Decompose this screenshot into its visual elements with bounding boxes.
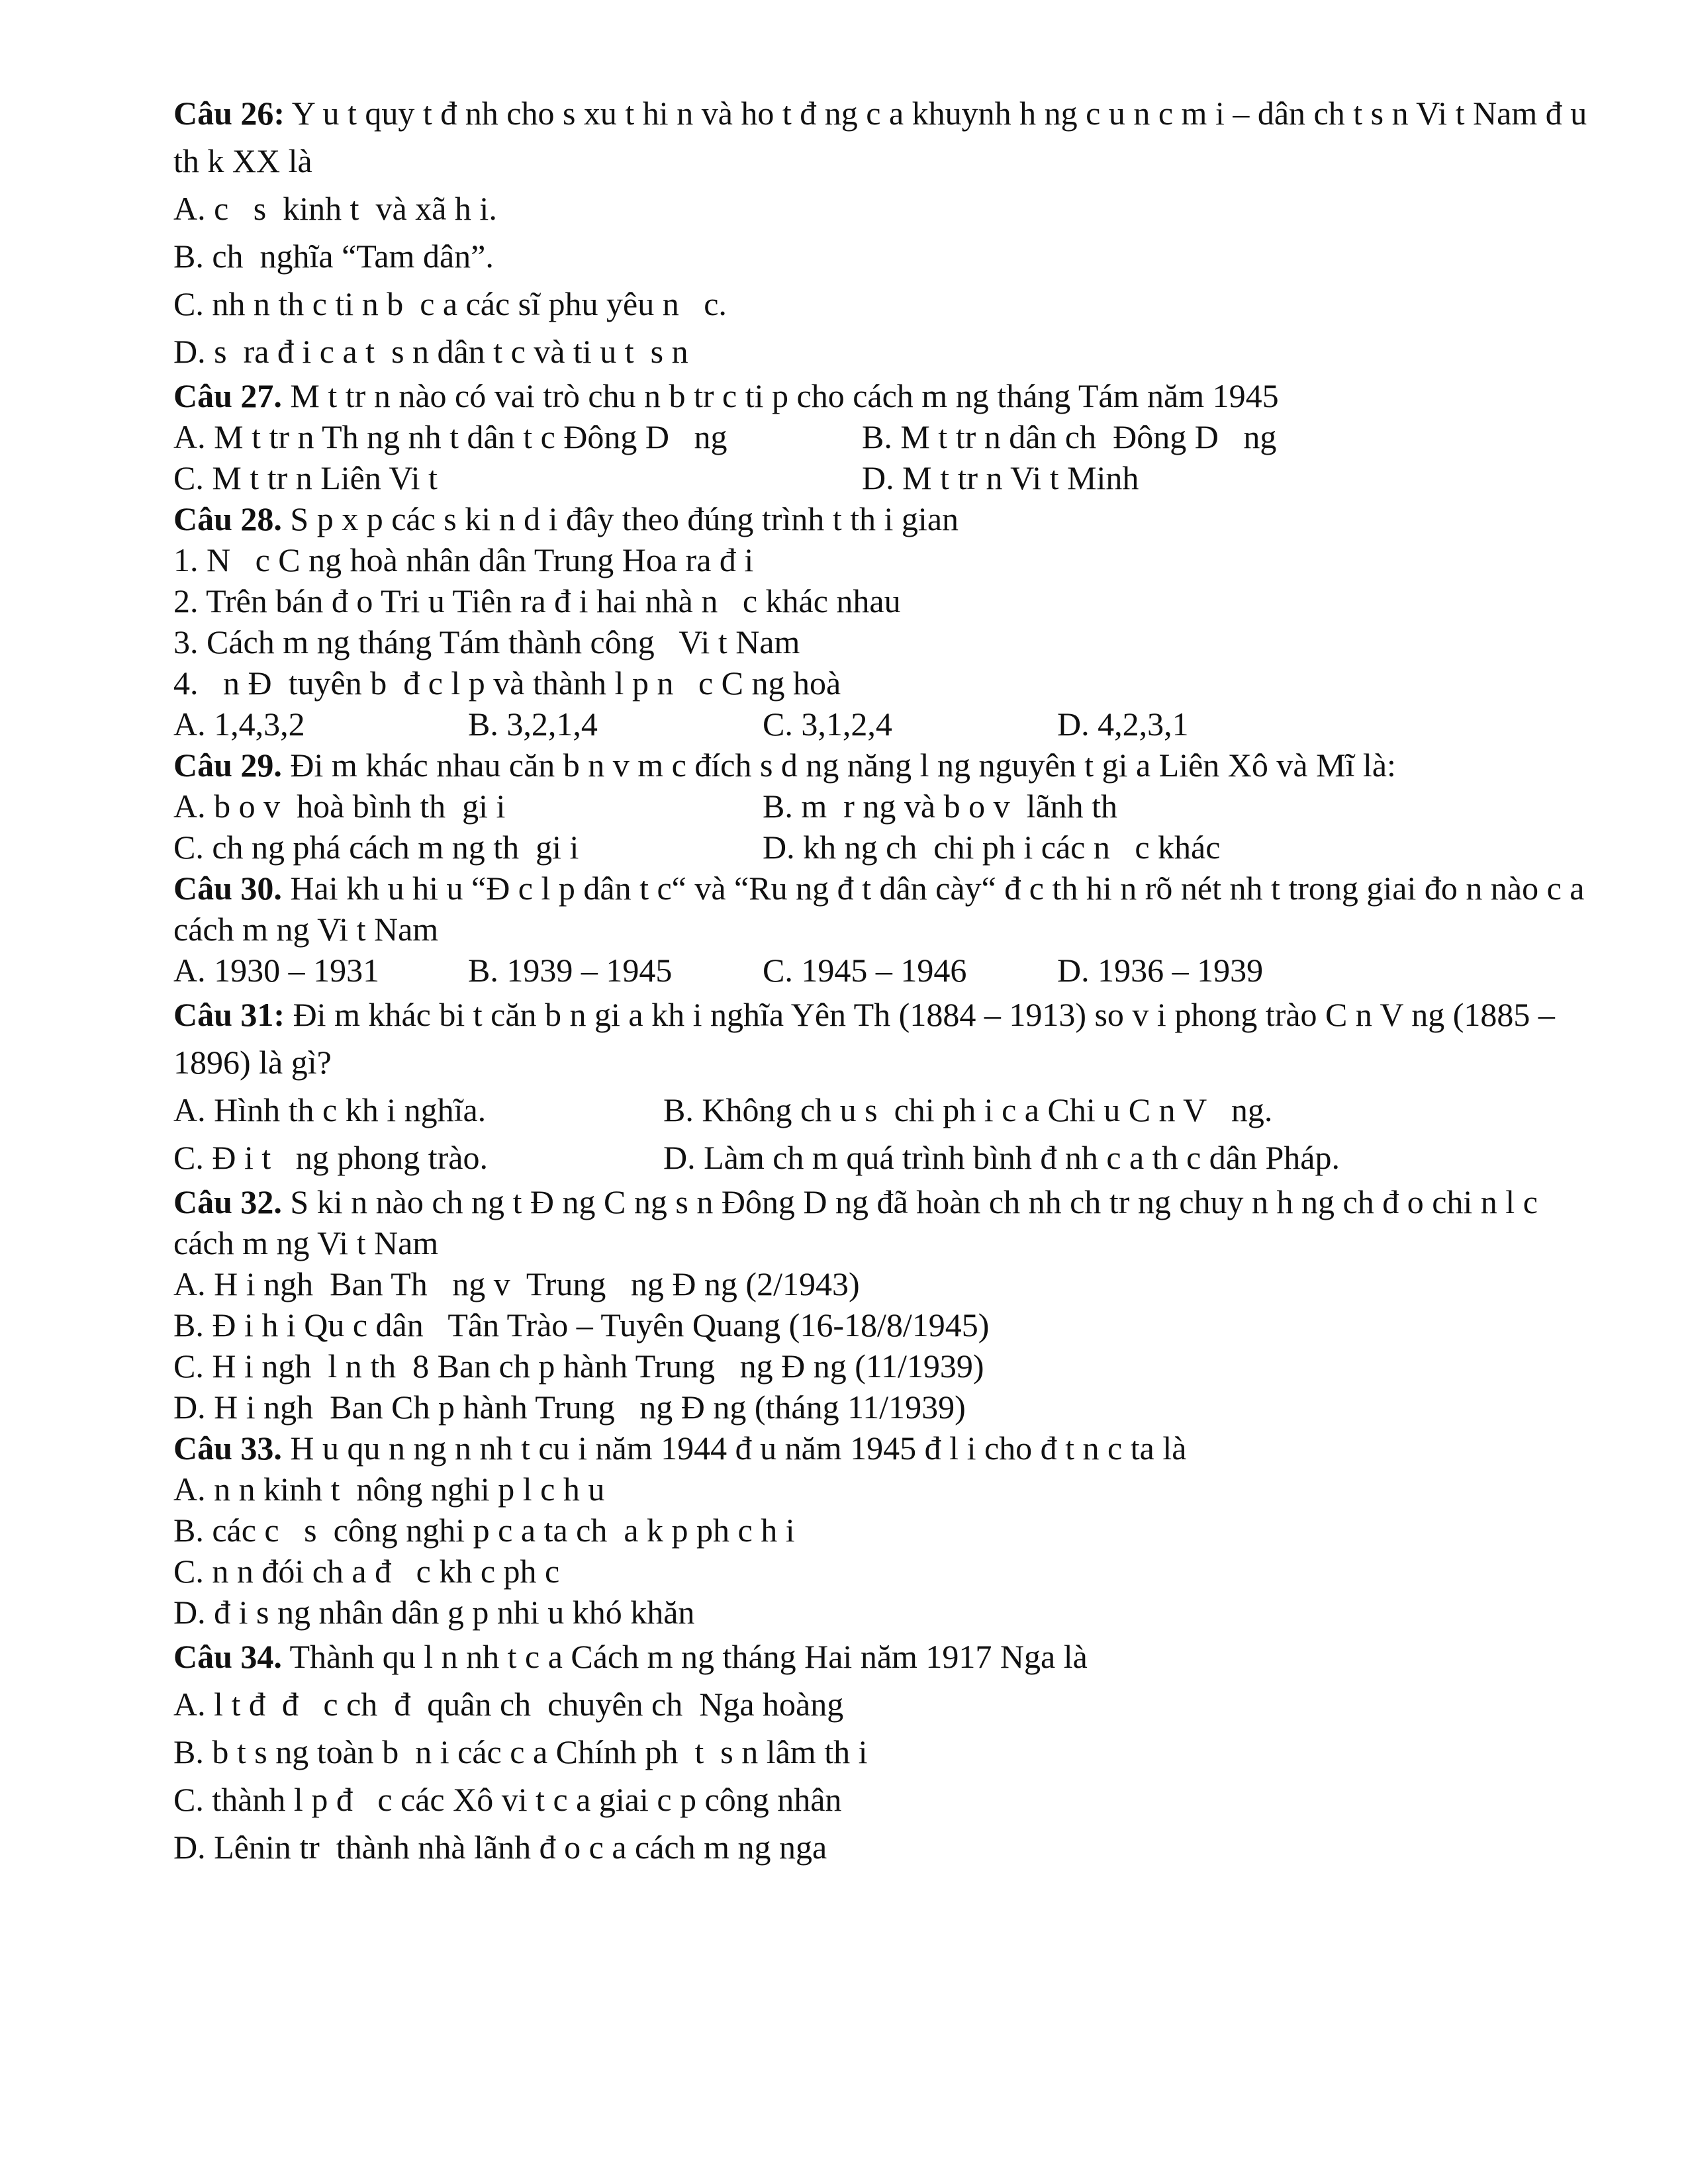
question-stem <box>173 868 1595 950</box>
question-text: S ki n nào ch ng t Đ ng C ng s n Đông D ng đã hoàn ch nh ch tr ng chuy n h ng ch đ o chi n l c cách m ng Vi t Nam <box>173 1183 1538 1261</box>
option-a: A. b o v hoà bình th gi i <box>173 788 506 825</box>
question-29 <box>173 745 1595 868</box>
question-number: Câu 32. <box>173 1183 282 1220</box>
question-number: Câu 34. <box>173 1638 282 1675</box>
question-stem <box>173 1633 1595 1680</box>
option-c: C. n n đói ch a đ c kh c ph c <box>173 1553 560 1590</box>
question-text: M t tr n nào có vai trò chu n b tr c ti p cho cách m ng tháng Tám năm 1945 <box>281 377 1279 414</box>
option-b: B. b t s ng toàn b n i các c a Chính ph t s n lâm th i <box>173 1733 868 1770</box>
question-32 <box>173 1181 1595 1428</box>
option-c: C. 1945 – 1946 <box>763 952 967 989</box>
question-number: Câu 29. <box>173 747 282 784</box>
option-a: A. l t đ đ c ch đ quân ch chuyên ch Nga hoàng <box>173 1686 844 1723</box>
question-text: H u qu n ng n nh t cu i năm 1944 đ u năm 1945 đ l i cho đ t n c ta là <box>281 1430 1187 1467</box>
question-number: Câu 28. <box>173 500 282 537</box>
question-30 <box>173 868 1595 991</box>
question-33 <box>173 1428 1595 1633</box>
option-row <box>173 457 1595 498</box>
question-text: Hai kh u hi u “Đ c l p dân t c“ và “Ru ng đ t dân cày“ đ c th hi n rõ nét nh t trong giai đo n nào c a cách m ng Vi t Nam <box>173 870 1585 948</box>
question-stem <box>173 991 1595 1086</box>
option-a: A. 1,4,3,2 <box>173 705 305 743</box>
option-a: A. 1930 – 1931 <box>173 952 380 989</box>
option-d: D. kh ng ch chi ph i các n c khác <box>763 829 1221 866</box>
option-b: B. 3,2,1,4 <box>468 705 598 743</box>
option-d: D. 1936 – 1939 <box>1057 952 1264 989</box>
option-d: D. Lênin tr thành nhà lãnh đ o c a cách m ng nga <box>173 1829 827 1866</box>
option-b: B. ch nghĩa “Tam dân”. <box>173 238 494 275</box>
option-row <box>173 786 1595 827</box>
option-row <box>173 1086 1595 1134</box>
question-number: Câu 31: <box>173 996 285 1033</box>
event-item: 2. Trên bán đ o Tri u Tiên ra đ i hai nhà n c khác nhau <box>173 582 901 619</box>
option-b: B. m r ng và b o v lãnh th <box>763 788 1118 825</box>
question-28 <box>173 498 1595 745</box>
option-c: C. Đ i t ng phong trào. <box>173 1139 488 1176</box>
question-stem <box>173 1428 1595 1469</box>
option-a: A. Hình th c kh i nghĩa. <box>173 1091 487 1128</box>
question-stem <box>173 89 1595 185</box>
option-c: C. H i ngh l n th 8 Ban ch p hành Trung ng Đ ng (11/1939) <box>173 1347 984 1385</box>
option-b: B. Không ch u s chi ph i c a Chi u C n V ng. <box>663 1091 1273 1128</box>
option-row <box>173 950 1595 991</box>
option-d: D. đ i s ng nhân dân g p nhi u khó khăn <box>173 1594 695 1631</box>
question-number: Câu 33. <box>173 1430 282 1467</box>
option-a: A. c s kinh t và xã h i. <box>173 190 497 227</box>
option-d: D. s ra đ i c a t s n dân t c và ti u t s n <box>173 333 688 370</box>
option-a: A. H i ngh Ban Th ng v Trung ng Đ ng (2/1943) <box>173 1265 860 1302</box>
option-c: C. M t tr n Liên Vi t <box>173 459 438 496</box>
option-b: B. Đ i h i Qu c dân Tân Trào – Tuyên Quang (16-18/8/1945) <box>173 1306 990 1343</box>
option-row <box>173 416 1595 457</box>
option-d: D. Làm ch m quá trình bình đ nh c a th c dân Pháp. <box>663 1139 1340 1176</box>
question-text: Đi m khác nhau căn b n v m c đích s d ng năng l ng nguyên t gi a Liên Xô và Mĩ là: <box>281 747 1396 784</box>
question-26 <box>173 89 1595 375</box>
option-c: C. nh n th c ti n b c a các sĩ phu yêu n c. <box>173 285 727 322</box>
option-row <box>173 1134 1595 1181</box>
question-text: Thành qu l n nh t c a Cách m ng tháng Hai năm 1917 Nga là <box>281 1638 1088 1675</box>
option-row <box>173 827 1595 868</box>
question-stem <box>173 1181 1595 1263</box>
option-c: C. thành l p đ c các Xô vi t c a giai c p công nhân <box>173 1781 842 1818</box>
question-31 <box>173 991 1595 1181</box>
option-c: C. 3,1,2,4 <box>763 705 892 743</box>
event-item: 3. Cách m ng tháng Tám thành công Vi t Nam <box>173 623 800 660</box>
option-d: D. 4,2,3,1 <box>1057 705 1189 743</box>
question-number: Câu 27. <box>173 377 282 414</box>
option-b: B. M t tr n dân ch Đông D ng <box>862 418 1277 455</box>
question-34 <box>173 1633 1595 1871</box>
question-text: Y u t quy t đ nh cho s xu t hi n và ho t đ ng c a khuynh h ng c u n c m i – dân ch t s n Vi t Nam đ u th k XX là <box>173 95 1587 179</box>
question-number: Câu 30. <box>173 870 282 907</box>
question-text: S p x p các s ki n d i đây theo đúng trình t th i gian <box>281 500 959 537</box>
question-number: Câu 26: <box>173 95 285 132</box>
event-item: 1. N c C ng hoà nhân dân Trung Hoa ra đ i <box>173 541 754 578</box>
option-b: B. các c s công nghi p c a ta ch a k p ph c h i <box>173 1512 795 1549</box>
option-d: D. H i ngh Ban Ch p hành Trung ng Đ ng (tháng 11/1939) <box>173 1388 966 1426</box>
option-a: A. M t tr n Th ng nh t dân t c Đông D ng <box>173 418 727 455</box>
question-stem <box>173 745 1595 786</box>
question-stem <box>173 498 1595 539</box>
question-27 <box>173 375 1595 498</box>
question-stem <box>173 375 1595 416</box>
option-b: B. 1939 – 1945 <box>468 952 673 989</box>
option-a: A. n n kinh t nông nghi p l c h u <box>173 1471 605 1508</box>
question-text: Đi m khác bi t căn b n gi a kh i nghĩa Yên Th (1884 – 1913) so v i phong trào C n V ng (1885 – 1896) là gì? <box>173 996 1555 1081</box>
option-c: C. ch ng phá cách m ng th gi i <box>173 829 579 866</box>
event-item: 4. n Đ tuyên b đ c l p và thành l p n c C ng hoà <box>173 664 841 702</box>
option-d: D. M t tr n Vi t Minh <box>862 459 1139 496</box>
option-row <box>173 704 1595 745</box>
